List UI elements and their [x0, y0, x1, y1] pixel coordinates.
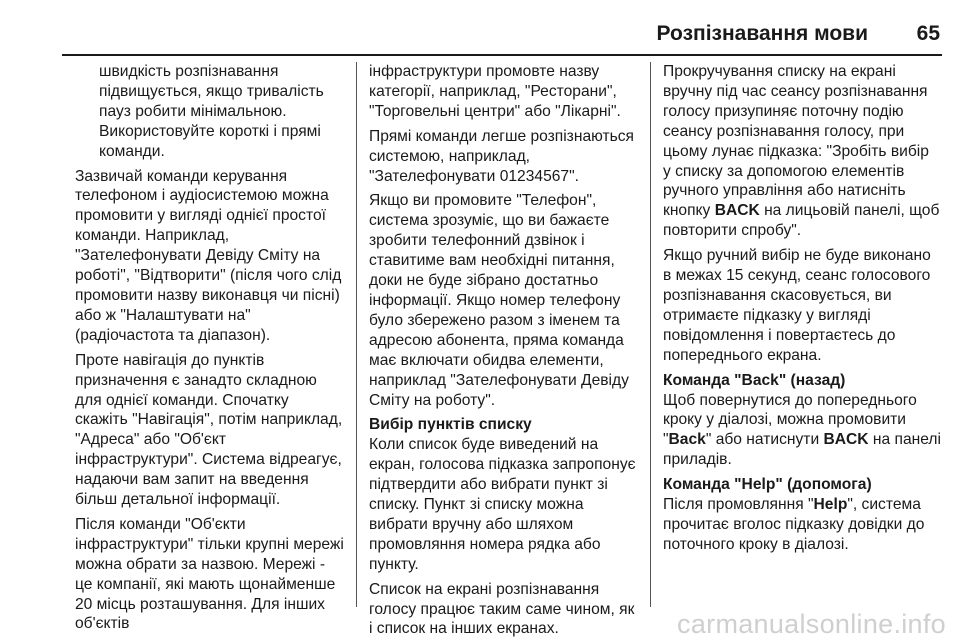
text: на лицьовій панелі, щоб повторити спробу".	[663, 202, 940, 240]
page-title: Розпізнавання мови	[656, 22, 868, 45]
paragraph: Проте навігація до пунктів призначення є занадто складною для однієї команди. Спочатку скажіть "Навігація", потім наприклад, "Адреса" або "Об'єкт інфраструктури". Система відреагує, надаючи вам запит на введення більш детальної інформації.	[75, 351, 343, 509]
paragraph: Коли список буде виведений на екран, голосова підказка запропонує підтвердити або вибрати пункт зі списку. Пункт зі списку можна вибрати вручну або шляхом промовляння номера рядка або пункту.	[369, 436, 636, 573]
column-3	[663, 62, 941, 560]
back-command: Back	[668, 431, 706, 449]
help-command: Help	[813, 496, 848, 514]
text: Після промовляння "	[663, 496, 814, 514]
back-key-label: BACK	[823, 431, 869, 449]
column-divider	[650, 62, 651, 607]
paragraph: Прямі команди легше розпізнаються системою, наприклад, "Зателефонувати 01234567".	[369, 127, 634, 185]
paragraph: Зазвичай команди керування телефоном і аудіосистемою можна промовити у вигляді однієї простої команди. Наприклад, "Зателефонувати Девіду Сміту на роботі", "Відтворити" (після чого слід промовити назву виконавця чи пісні) або ж "Налаштувати на" (радіочастота та діапазон).	[75, 167, 342, 344]
text: Прокручування списку на екрані вручну під час сеансу розпізнавання голосу призупиняє поточну подію сеансу розпізнавання голосу, при цьому лунає підказка: "Зробіть вибір у списку за допомогою елементів ручного управління або натисніть кнопку	[663, 63, 929, 220]
paragraph: Список на екрані розпізнавання голосу працює таким саме чином, як і список на інших екранах.	[369, 580, 635, 638]
paragraph: швидкість розпізнавання підвищується, якщо тривалість пауз робити мінімальною. Використовуйте короткі і прямі команди.	[99, 63, 324, 160]
text: " або натиснути	[705, 431, 824, 449]
text: Щоб повернутися до попереднього кроку у діалозі, можна промовити "	[663, 391, 917, 449]
column-divider	[356, 62, 357, 607]
paragraph: Якщо ручний вибір не буде виконано в межах 15 секунд, сеанс голосового розпізнавання скасовується, ви отримаєте підказку у вигляді повідомлення і повертаєтесь до попереднього екрана.	[663, 247, 931, 364]
paragraph: Після команди "Об'єкти інфраструктури" тільки крупні мережі можна обрати за назвою. Мережі - це компанії, які мають щонайменше 20 місць розташування. Для інших об'єктів	[75, 515, 344, 633]
page-number: 65	[916, 22, 940, 45]
section-heading: Команда "Back" (назад)	[663, 371, 846, 389]
section-heading: Команда "Help" (допомога)	[663, 476, 872, 494]
back-key-label: BACK	[714, 202, 760, 220]
paragraph: Якщо ви промовите "Телефон", система зрозуміє, що ви бажаєте зробити телефонний дзвінок і ставитиме вам необхідні питання, доки не буде зібрано достатньо інформації. Якщо номер телефону було збережено разом з іменем та адресою абонента, пряма команда має включати обидва елементи, наприклад "Зателефонувати Девіду Сміту на роботу".	[369, 192, 629, 409]
paragraph	[663, 495, 941, 555]
column-1	[75, 62, 345, 639]
section-heading: Вибір пунктів списку	[369, 416, 532, 434]
paragraph	[663, 62, 941, 241]
paragraph: інфраструктури промовте назву категорії, наприклад, "Ресторани", "Торговельні центри" або "Лікарні".	[369, 63, 621, 120]
paragraph	[663, 391, 941, 471]
watermark: carmanualsonline.info	[677, 609, 946, 639]
text: на панелі приладів.	[663, 431, 941, 469]
text: ", система прочитає вголос підказку довідки до поточного кроку в діалозі.	[663, 496, 925, 553]
column-2	[369, 62, 639, 644]
header-rule	[62, 54, 942, 56]
